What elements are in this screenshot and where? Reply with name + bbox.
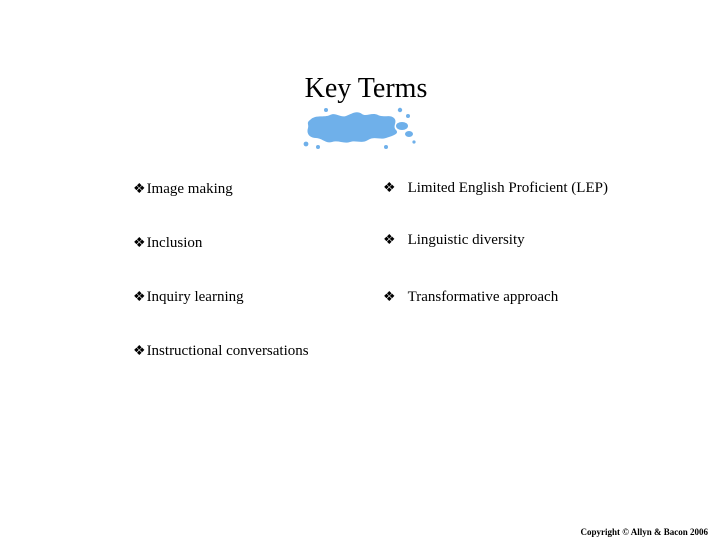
term-item xyxy=(133,180,233,199)
term-text: Instructional conversations xyxy=(146,343,309,359)
term-text: Inquiry learning xyxy=(146,289,244,305)
copyright-footer: Copyright © Allyn & Bacon 2006 xyxy=(580,527,708,537)
term-text: Linguistic diversity xyxy=(407,232,525,248)
diamond-bullet-icon: ❖ xyxy=(133,290,146,305)
term-item xyxy=(383,288,558,307)
diamond-bullet-icon: ❖ xyxy=(133,344,146,359)
slide-title: Key Terms xyxy=(304,73,428,104)
term-item xyxy=(383,179,608,198)
term-text: Image making xyxy=(146,181,233,197)
diamond-bullet-icon: ❖ xyxy=(133,236,146,251)
term-text: Inclusion xyxy=(146,235,203,251)
term-item xyxy=(133,342,309,361)
term-item xyxy=(383,231,525,250)
term-text: Transformative approach xyxy=(407,289,559,305)
diamond-bullet-icon: ❖ xyxy=(383,290,396,305)
diamond-bullet-icon: ❖ xyxy=(383,181,396,196)
term-item xyxy=(133,234,202,253)
paint-splash-decoration xyxy=(302,106,418,152)
diamond-bullet-icon: ❖ xyxy=(133,182,146,197)
diamond-bullet-icon: ❖ xyxy=(383,233,396,248)
term-text: Limited English Proficient (LEP) xyxy=(407,180,608,196)
term-item xyxy=(133,288,244,307)
